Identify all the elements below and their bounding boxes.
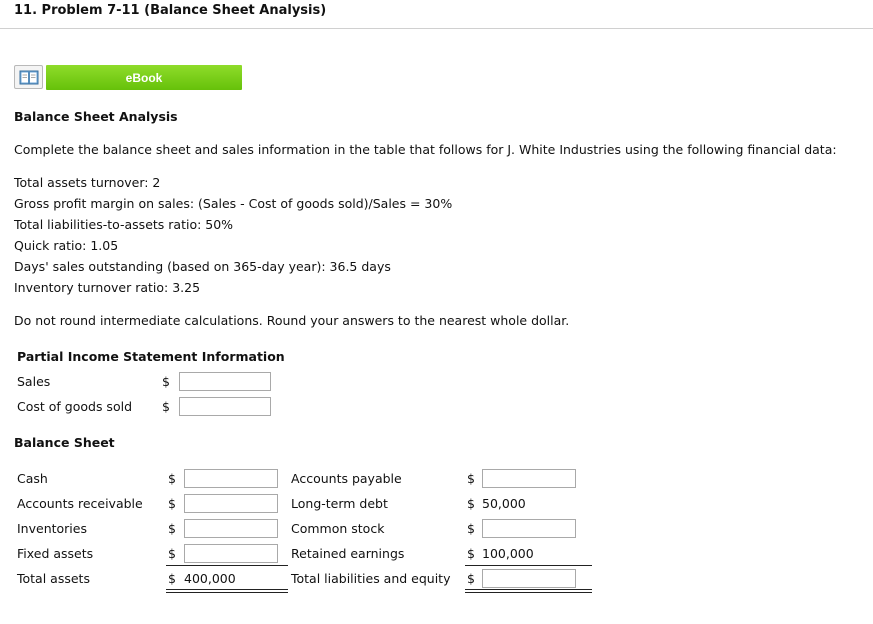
common-stock-input[interactable] — [482, 519, 576, 538]
total-assets-value: 400,000 — [184, 571, 236, 586]
financial-data-item: Total assets turnover: 2 — [14, 175, 161, 190]
financial-data-item: Days' sales outstanding (based on 365-day year): 36.5 days — [14, 259, 391, 274]
intro-description: Complete the balance sheet and sales information in the table that follows for J. White Industries using the following financial data: — [14, 142, 837, 157]
cash-input[interactable] — [184, 469, 278, 488]
total-liabilities-equity-input[interactable] — [482, 569, 576, 588]
open-book-icon — [19, 70, 39, 85]
ebook-button[interactable]: eBook — [46, 65, 242, 90]
currency-symbol: $ — [168, 496, 176, 511]
long-term-debt-value: 50,000 — [482, 496, 526, 511]
sales-input[interactable] — [179, 372, 271, 391]
sales-label: Sales — [17, 374, 51, 389]
inventories-label: Inventories — [17, 521, 87, 536]
financial-data-item: Total liabilities-to-assets ratio: 50% — [14, 217, 234, 232]
intro-heading: Balance Sheet Analysis — [14, 109, 178, 124]
financial-data-item: Inventory turnover ratio: 3.25 — [14, 280, 201, 295]
subtotal-line — [166, 565, 288, 566]
balance-sheet-heading: Balance Sheet — [14, 435, 115, 450]
total-assets-double-underline — [166, 589, 288, 593]
currency-symbol: $ — [467, 546, 475, 561]
financial-data-item: Quick ratio: 1.05 — [14, 238, 119, 253]
subtotal-line — [465, 565, 592, 566]
book-icon[interactable] — [14, 65, 43, 89]
currency-symbol: $ — [162, 374, 170, 389]
instructions: Do not round intermediate calculations. Round your answers to the nearest whole dollar. — [14, 313, 570, 328]
financial-data-item: Gross profit margin on sales: (Sales - Cost of goods sold)/Sales = 30% — [14, 196, 453, 211]
cash-label: Cash — [17, 471, 48, 486]
fixed-assets-label: Fixed assets — [17, 546, 94, 561]
total-assets-label: Total assets — [17, 571, 90, 586]
currency-symbol: $ — [467, 521, 475, 536]
long-term-debt-label: Long-term debt — [291, 496, 388, 511]
accounts-payable-label: Accounts payable — [291, 471, 402, 486]
inventories-input[interactable] — [184, 519, 278, 538]
accounts-receivable-label: Accounts receivable — [17, 496, 143, 511]
currency-symbol: $ — [467, 496, 475, 511]
currency-symbol: $ — [168, 521, 176, 536]
problem-title: 11. Problem 7-11 (Balance Sheet Analysis) — [14, 3, 327, 18]
cogs-label: Cost of goods sold — [17, 399, 133, 414]
cogs-input[interactable] — [179, 397, 271, 416]
currency-symbol: $ — [162, 399, 170, 414]
currency-symbol: $ — [168, 571, 176, 586]
common-stock-label: Common stock — [291, 521, 385, 536]
accounts-payable-input[interactable] — [482, 469, 576, 488]
income-statement-heading: Partial Income Statement Information — [17, 349, 285, 364]
title-divider — [0, 28, 873, 29]
fixed-assets-input[interactable] — [184, 544, 278, 563]
total-liabilities-equity-label: Total liabilities and equity — [291, 571, 451, 586]
currency-symbol: $ — [467, 571, 475, 586]
total-liabilities-double-underline — [465, 589, 592, 593]
currency-symbol: $ — [168, 471, 176, 486]
retained-earnings-label: Retained earnings — [291, 546, 405, 561]
retained-earnings-value: 100,000 — [482, 546, 534, 561]
currency-symbol: $ — [168, 546, 176, 561]
accounts-receivable-input[interactable] — [184, 494, 278, 513]
currency-symbol: $ — [467, 471, 475, 486]
